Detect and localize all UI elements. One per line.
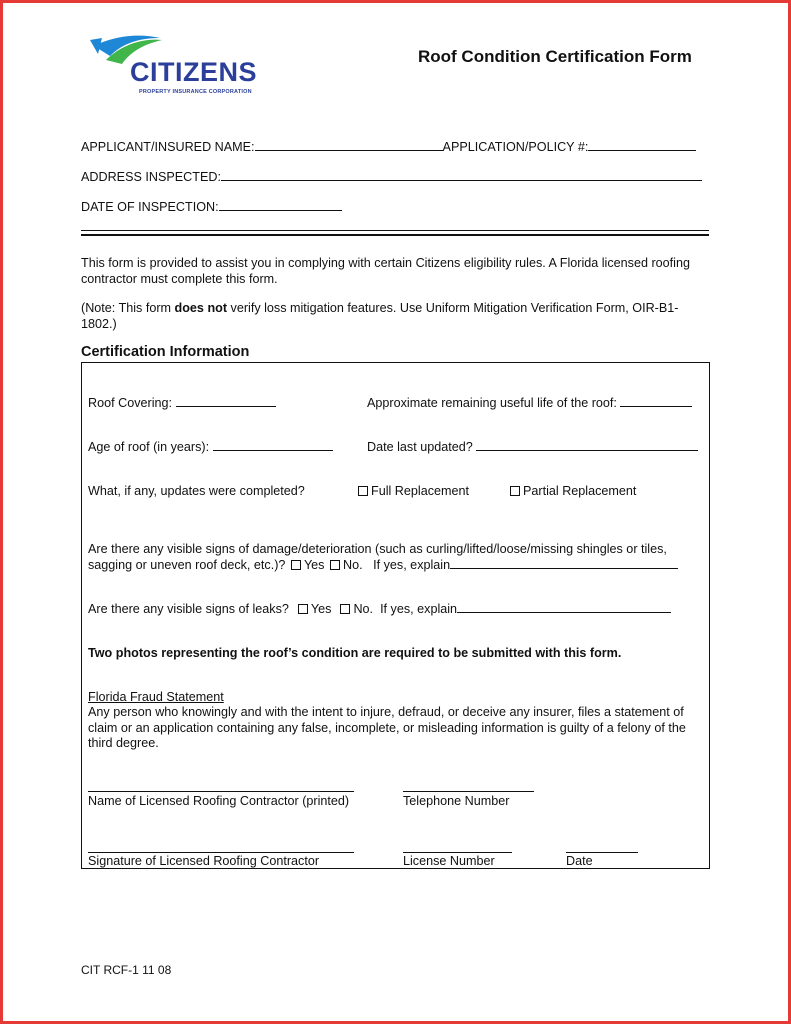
address-label: ADDRESS INSPECTED: <box>81 170 221 184</box>
date-signed-line[interactable] <box>566 852 638 853</box>
leaks-explain-label: If yes, explain <box>380 602 458 616</box>
contractor-name-line[interactable] <box>88 791 354 792</box>
roof-covering-label: Roof Covering: <box>88 396 172 410</box>
date-label: DATE OF INSPECTION: <box>81 200 219 214</box>
full-replacement-label: Full Replacement <box>371 484 469 498</box>
age-input-line[interactable] <box>213 439 333 451</box>
signature-line[interactable] <box>88 852 354 853</box>
applicant-input-line[interactable] <box>255 139 443 151</box>
useful-life-field <box>367 395 692 410</box>
note-text-bold: does not <box>174 301 228 315</box>
damage-question-text: sagging or uneven roof deck, etc.)? <box>88 558 286 572</box>
leaks-no-label: No. <box>353 602 374 616</box>
damage-yes-checkbox[interactable] <box>291 560 301 570</box>
damage-explain-label: If yes, explain <box>373 558 451 572</box>
damage-question-line1: Are there any visible signs of damage/deterioration (such as curling/lifted/loose/missing shingles or tiles, <box>88 542 667 556</box>
fraud-statement-title: Florida Fraud Statement <box>88 690 224 704</box>
damage-explain-input-line[interactable] <box>450 557 678 569</box>
damage-question-line2 <box>88 557 678 572</box>
fraud-statement-text: Any person who knowingly and with the intent to injure, defraud, or deceive any insurer, files a statement of claim or an application containing any false, incomplete, or misleading information is guilty of a felony of the third degree. <box>88 705 686 750</box>
roof-covering-input-line[interactable] <box>176 395 276 407</box>
photos-requirement: Two photos representing the roof’s condition are required to be submitted with this form. <box>88 646 622 660</box>
note-text-b: verify loss mitigation features. Use Uniform Mitigation Verification Form, OIR-B1-1802.) <box>81 301 679 331</box>
form-code: CIT RCF-1 11 08 <box>81 963 172 977</box>
intro-paragraph: This form is provided to assist you in complying with certain Citizens eligibility rules. A Florida licensed roofing contractor must complete this form. <box>81 256 690 286</box>
full-replacement-checkbox[interactable] <box>358 486 368 496</box>
policy-label: APPLICATION/POLICY #: <box>442 140 589 154</box>
date-field <box>81 199 342 214</box>
note-text-a: (Note: This form <box>81 301 175 315</box>
partial-replacement-checkbox[interactable] <box>510 486 520 496</box>
updates-question: What, if any, updates were completed? <box>88 484 305 498</box>
telephone-line[interactable] <box>403 791 534 792</box>
leaks-question <box>88 601 671 616</box>
address-field <box>81 169 702 184</box>
leaks-question-text: Are there any visible signs of leaks? <box>88 602 289 616</box>
signature-label: Signature of Licensed Roofing Contractor <box>88 854 320 868</box>
age-field <box>88 439 333 454</box>
age-label: Age of roof (in years): <box>88 440 210 454</box>
license-line[interactable] <box>403 852 512 853</box>
date-updated-input-line[interactable] <box>476 439 698 451</box>
damage-yes-label: Yes <box>303 558 325 572</box>
divider-bottom <box>81 234 709 236</box>
leaks-yes-checkbox[interactable] <box>298 604 308 614</box>
policy-input-line[interactable] <box>588 139 696 151</box>
applicant-field <box>81 139 696 154</box>
damage-no-checkbox[interactable] <box>330 560 340 570</box>
partial-replacement-option[interactable] <box>508 484 636 498</box>
logo-wordmark: CITIZENS <box>130 57 258 87</box>
address-input-line[interactable] <box>221 169 702 181</box>
useful-life-label: Approximate remaining useful life of the roof: <box>367 396 617 410</box>
damage-no-label: No. <box>342 558 363 572</box>
license-label: License Number <box>403 854 495 868</box>
date-updated-label: Date last updated? <box>367 440 473 454</box>
telephone-label: Telephone Number <box>403 794 510 808</box>
applicant-label: APPLICANT/INSURED NAME: <box>81 140 255 154</box>
leaks-yes-label: Yes <box>310 602 332 616</box>
useful-life-input-line[interactable] <box>620 395 692 407</box>
section-title: Certification Information <box>81 344 250 360</box>
partial-replacement-label: Partial Replacement <box>523 484 637 498</box>
leaks-no-checkbox[interactable] <box>340 604 350 614</box>
form-title: Roof Condition Certification Form <box>418 47 692 66</box>
contractor-name-label: Name of Licensed Roofing Contractor (printed) <box>88 794 350 808</box>
leaks-explain-input-line[interactable] <box>457 601 671 613</box>
logo-subtitle: PROPERTY INSURANCE CORPORATION <box>139 89 252 95</box>
divider-top <box>81 230 709 231</box>
roof-covering-field <box>88 395 276 410</box>
date-updated-field <box>367 439 698 454</box>
full-replacement-option[interactable] <box>356 484 469 498</box>
note-paragraph <box>81 300 711 332</box>
date-signed-label: Date <box>566 854 593 868</box>
date-input-line[interactable] <box>219 199 342 211</box>
